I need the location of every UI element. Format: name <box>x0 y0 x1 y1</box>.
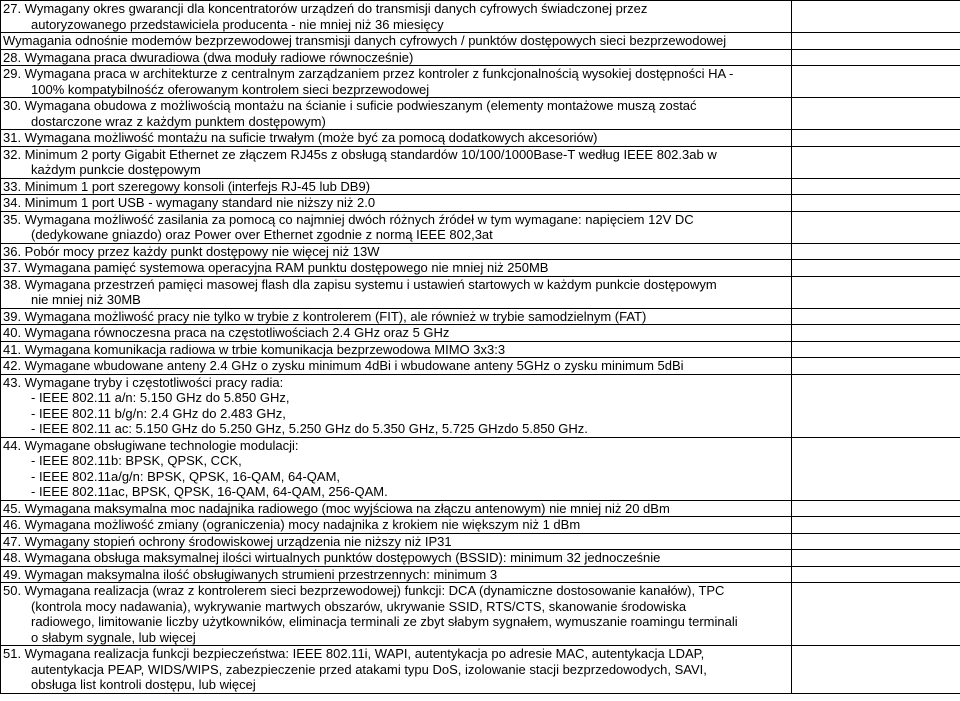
answer-cell[interactable] <box>792 243 960 260</box>
requirement-continuation: - IEEE 802.11b: BPSK, QPSK, CCK, <box>31 453 242 468</box>
requirement-text: 35. Wymagana możliwość zasilania za pomocą co najmniej dwóch różnych źródeł w tym wymagane: napięciem 12V DC <box>3 211 694 227</box>
requirement-cell <box>1 260 792 277</box>
table-row <box>1 308 960 325</box>
requirement-cell <box>1 533 792 550</box>
requirement-text: 31. Wymagana możliwość montażu na suficie trwałym (może być za pomocą dodatkowych akcesoriów) <box>3 130 598 145</box>
requirement-cell <box>1 195 792 212</box>
table-row <box>1 437 960 500</box>
requirement-text: 27. Wymagany okres gwarancji dla koncentratorów urządzeń do transmisji danych cyfrowych świadczonej przez <box>3 1 648 16</box>
table-row <box>1 211 960 243</box>
requirement-cell <box>1 178 792 195</box>
requirement-continuation: - IEEE 802.11 a/n: 5.150 GHz do 5.850 GHz, <box>31 390 290 405</box>
requirement-text: 39. Wymagana możliwość pracy nie tylko w trybie z kontrolerem (FIT), ale również w trybie samodzielnym (FAT) <box>3 308 647 324</box>
requirement-continuation: radiowego, limitowanie liczby użytkowników, eliminacja terminali ze zbyt słabym sygnałem, wymuszanie roamingu terminali <box>31 614 738 629</box>
table-row <box>1 374 960 437</box>
answer-cell[interactable] <box>792 583 960 646</box>
requirement-continuation: autoryzowanego przedstawiciela producenta - nie mniej niż 36 miesięcy <box>31 16 444 32</box>
answer-cell[interactable] <box>792 308 960 325</box>
requirement-text: 48. Wymagana obsługa maksymalnej ilości wirtualnych punktów dostępowych (BSSID): minimum 32 jednocześnie <box>3 550 661 565</box>
table-row <box>1 49 960 66</box>
answer-cell[interactable] <box>792 49 960 66</box>
requirement-cell <box>1 374 792 437</box>
requirement-continuation: - IEEE 802.11ac, BPSK, QPSK, 16-QAM, 64-QAM, 256-QAM. <box>31 484 388 499</box>
answer-cell[interactable] <box>792 325 960 342</box>
requirement-text: 44. Wymagane obsługiwane technologie modulacji: <box>3 437 299 453</box>
answer-cell[interactable] <box>792 1 960 33</box>
requirement-text: 40. Wymagana równoczesna praca na częstotliwościach 2.4 GHz oraz 5 GHz <box>3 325 450 340</box>
requirement-cell <box>1 500 792 517</box>
table-row <box>1 358 960 375</box>
requirement-continuation: obsługa list kontroli dostępu, lub więcej <box>31 677 256 692</box>
requirement-cell <box>1 146 792 178</box>
requirement-cell <box>1 243 792 260</box>
table-row <box>1 276 960 308</box>
requirement-cell <box>1 66 792 98</box>
requirement-continuation: o słabym sygnale, lub więcej <box>31 629 196 645</box>
answer-cell[interactable] <box>792 358 960 375</box>
requirement-continuation: każdym punkcie dostępowym <box>31 162 201 177</box>
requirement-text: 36. Pobór mocy przez każdy punkt dostępowy nie więcej niż 13W <box>3 243 380 259</box>
requirement-continuation: autentykacja PEAP, WIDS/WIPS, zabezpieczenie przed atakami typu DoS, izolowanie stacji bezprzedowodych, SAVI, <box>31 661 707 677</box>
requirement-cell <box>1 276 792 308</box>
requirement-continuation: 100% kompatybilnośćz oferowanym kontrolem sieci bezprzewodowej <box>31 81 430 97</box>
requirement-text: 33. Minimum 1 port szeregowy konsoli (interfejs RJ-45 lub DB9) <box>3 178 371 194</box>
requirement-cell <box>1 1 792 33</box>
answer-cell[interactable] <box>792 98 960 130</box>
table-row <box>1 325 960 342</box>
requirement-text: 34. Minimum 1 port USB - wymagany standard nie niższy niż 2.0 <box>3 195 376 210</box>
answer-cell[interactable] <box>792 195 960 212</box>
table-row <box>1 33 960 50</box>
requirement-cell <box>1 33 792 50</box>
requirement-cell <box>1 341 792 358</box>
answer-cell[interactable] <box>792 550 960 567</box>
table-row <box>1 646 960 694</box>
table-row <box>1 500 960 517</box>
requirement-text: 49. Wymagan maksymalna ilość obsługiwanych strumieni przestrzennych: minimum 3 <box>3 566 498 582</box>
requirement-cell <box>1 517 792 534</box>
requirement-cell <box>1 98 792 130</box>
table-row <box>1 146 960 178</box>
requirement-text: 50. Wymagana realizacja (wraz z kontrolerem sieci bezprzewodowej) funkcji: DCA (dynamiczne dostosowanie kanałów), TPC <box>3 583 725 598</box>
answer-cell[interactable] <box>792 66 960 98</box>
requirement-text: 46. Wymagana możliwość zmiany (ograniczenia) mocy nadajnika z krokiem nie większym niż 1 dBm <box>3 517 581 532</box>
requirement-cell <box>1 566 792 583</box>
requirement-cell <box>1 308 792 325</box>
answer-cell[interactable] <box>792 341 960 358</box>
table-row <box>1 341 960 358</box>
table-row <box>1 178 960 195</box>
answer-cell[interactable] <box>792 130 960 147</box>
answer-cell[interactable] <box>792 500 960 517</box>
requirement-continuation: - IEEE 802.11 b/g/n: 2.4 GHz do 2.483 GHz, <box>31 405 286 421</box>
requirement-text: 29. Wymagana praca w architekturze z centralnym zarządzaniem przez kontroler z funkcjonalnością wysokiej dostępności HA - <box>3 66 734 81</box>
table-row <box>1 195 960 212</box>
requirement-cell <box>1 211 792 243</box>
table-row <box>1 1 960 33</box>
table-row <box>1 243 960 260</box>
requirement-cell <box>1 358 792 375</box>
requirement-cell <box>1 437 792 500</box>
requirement-text: 38. Wymagana przestrzeń pamięci masowej flash dla zapisu systemu i ustawień startowych w każdym punkcie dostępowym <box>3 276 717 292</box>
requirement-continuation: (dedykowane gniazdo) oraz Power over Ethernet zgodnie z normą IEEE 802,3at <box>31 227 493 242</box>
answer-cell[interactable] <box>792 566 960 583</box>
answer-cell[interactable] <box>792 276 960 308</box>
requirement-text: 28. Wymagana praca dwuradiowa (dwa moduły radiowe równocześnie) <box>3 49 414 65</box>
requirement-text: 45. Wymagana maksymalna moc nadajnika radiowego (moc wyjściowa na złączu antenowym) nie mniej niż 20 dBm <box>3 500 670 516</box>
requirement-text: 51. Wymagana realizacja funkcji bezpieczeństwa: IEEE 802.11i, WAPI, autentykacja po adresie MAC, autentykacja LDAP, <box>3 646 705 661</box>
table-row <box>1 583 960 646</box>
table-row <box>1 66 960 98</box>
requirement-text: 41. Wymagana komunikacja radiowa w trbie komunikacja bezprzewodowa MIMO 3x3:3 <box>3 341 506 357</box>
requirement-text: 43. Wymagane tryby i częstotliwości pracy radia: <box>3 374 284 390</box>
answer-cell[interactable] <box>792 374 960 437</box>
requirement-cell <box>1 325 792 342</box>
requirement-text: 30. Wymagana obudowa z możliwością montażu na ścianie i suficie podwieszanym (elementy montażowe muszą zostać <box>3 98 697 113</box>
requirement-continuation: nie mniej niż 30MB <box>31 292 141 307</box>
table-row <box>1 550 960 567</box>
table-row <box>1 98 960 130</box>
requirement-continuation: (kontrola mocy nadawania), wykrywanie martwych obszarów, ukrywanie SSID, RTS/CTS, skanowanie środowiska <box>31 598 687 614</box>
requirement-text: 42. Wymagane wbudowane anteny 2.4 GHz o zysku minimum 4dBi i wbudowane anteny 5GHz o zysku minimum 5dBi <box>3 358 684 373</box>
requirement-cell <box>1 646 792 694</box>
requirement-cell <box>1 130 792 147</box>
answer-cell[interactable] <box>792 211 960 243</box>
requirement-cell <box>1 583 792 646</box>
table-row <box>1 130 960 147</box>
requirement-continuation: - IEEE 802.11 ac: 5.150 GHz do 5.250 GHz, 5.250 GHz do 5.350 GHz, 5.725 GHzdo 5.850 GHz. <box>31 421 588 436</box>
answer-cell[interactable] <box>792 178 960 195</box>
requirement-text: Wymagania odnośnie modemów bezprzewodowej transmisji danych cyfrowych / punktów dostępowych sieci bezprzewodowej <box>3 33 727 48</box>
requirement-text: 37. Wymagana pamięć systemowa operacyjna RAM punktu dostępowego nie mniej niż 250MB <box>3 260 549 275</box>
requirement-continuation: - IEEE 802.11a/g/n: BPSK, QPSK, 16-QAM, 64-QAM, <box>31 468 341 484</box>
answer-cell[interactable] <box>792 533 960 550</box>
answer-cell[interactable] <box>792 646 960 694</box>
requirement-cell <box>1 49 792 66</box>
requirement-continuation: dostarczone wraz z każdym punktem dostępowym) <box>31 113 326 129</box>
answer-cell[interactable] <box>792 146 960 178</box>
table-row <box>1 517 960 534</box>
table-row <box>1 260 960 277</box>
requirement-text: 32. Minimum 2 porty Gigabit Ethernet ze złączem RJ45s z obsługą standardów 10/100/1000Base-T według IEEE 802.3ab w <box>3 146 717 162</box>
requirements-table-body <box>1 1 960 694</box>
answer-cell[interactable] <box>792 33 960 50</box>
answer-cell[interactable] <box>792 517 960 534</box>
answer-cell[interactable] <box>792 437 960 500</box>
requirement-text: 47. Wymagany stopień ochrony środowiskowej urządzenia nie niższy niż IP31 <box>3 533 452 549</box>
table-row <box>1 566 960 583</box>
requirement-cell <box>1 550 792 567</box>
answer-cell[interactable] <box>792 260 960 277</box>
table-row <box>1 533 960 550</box>
